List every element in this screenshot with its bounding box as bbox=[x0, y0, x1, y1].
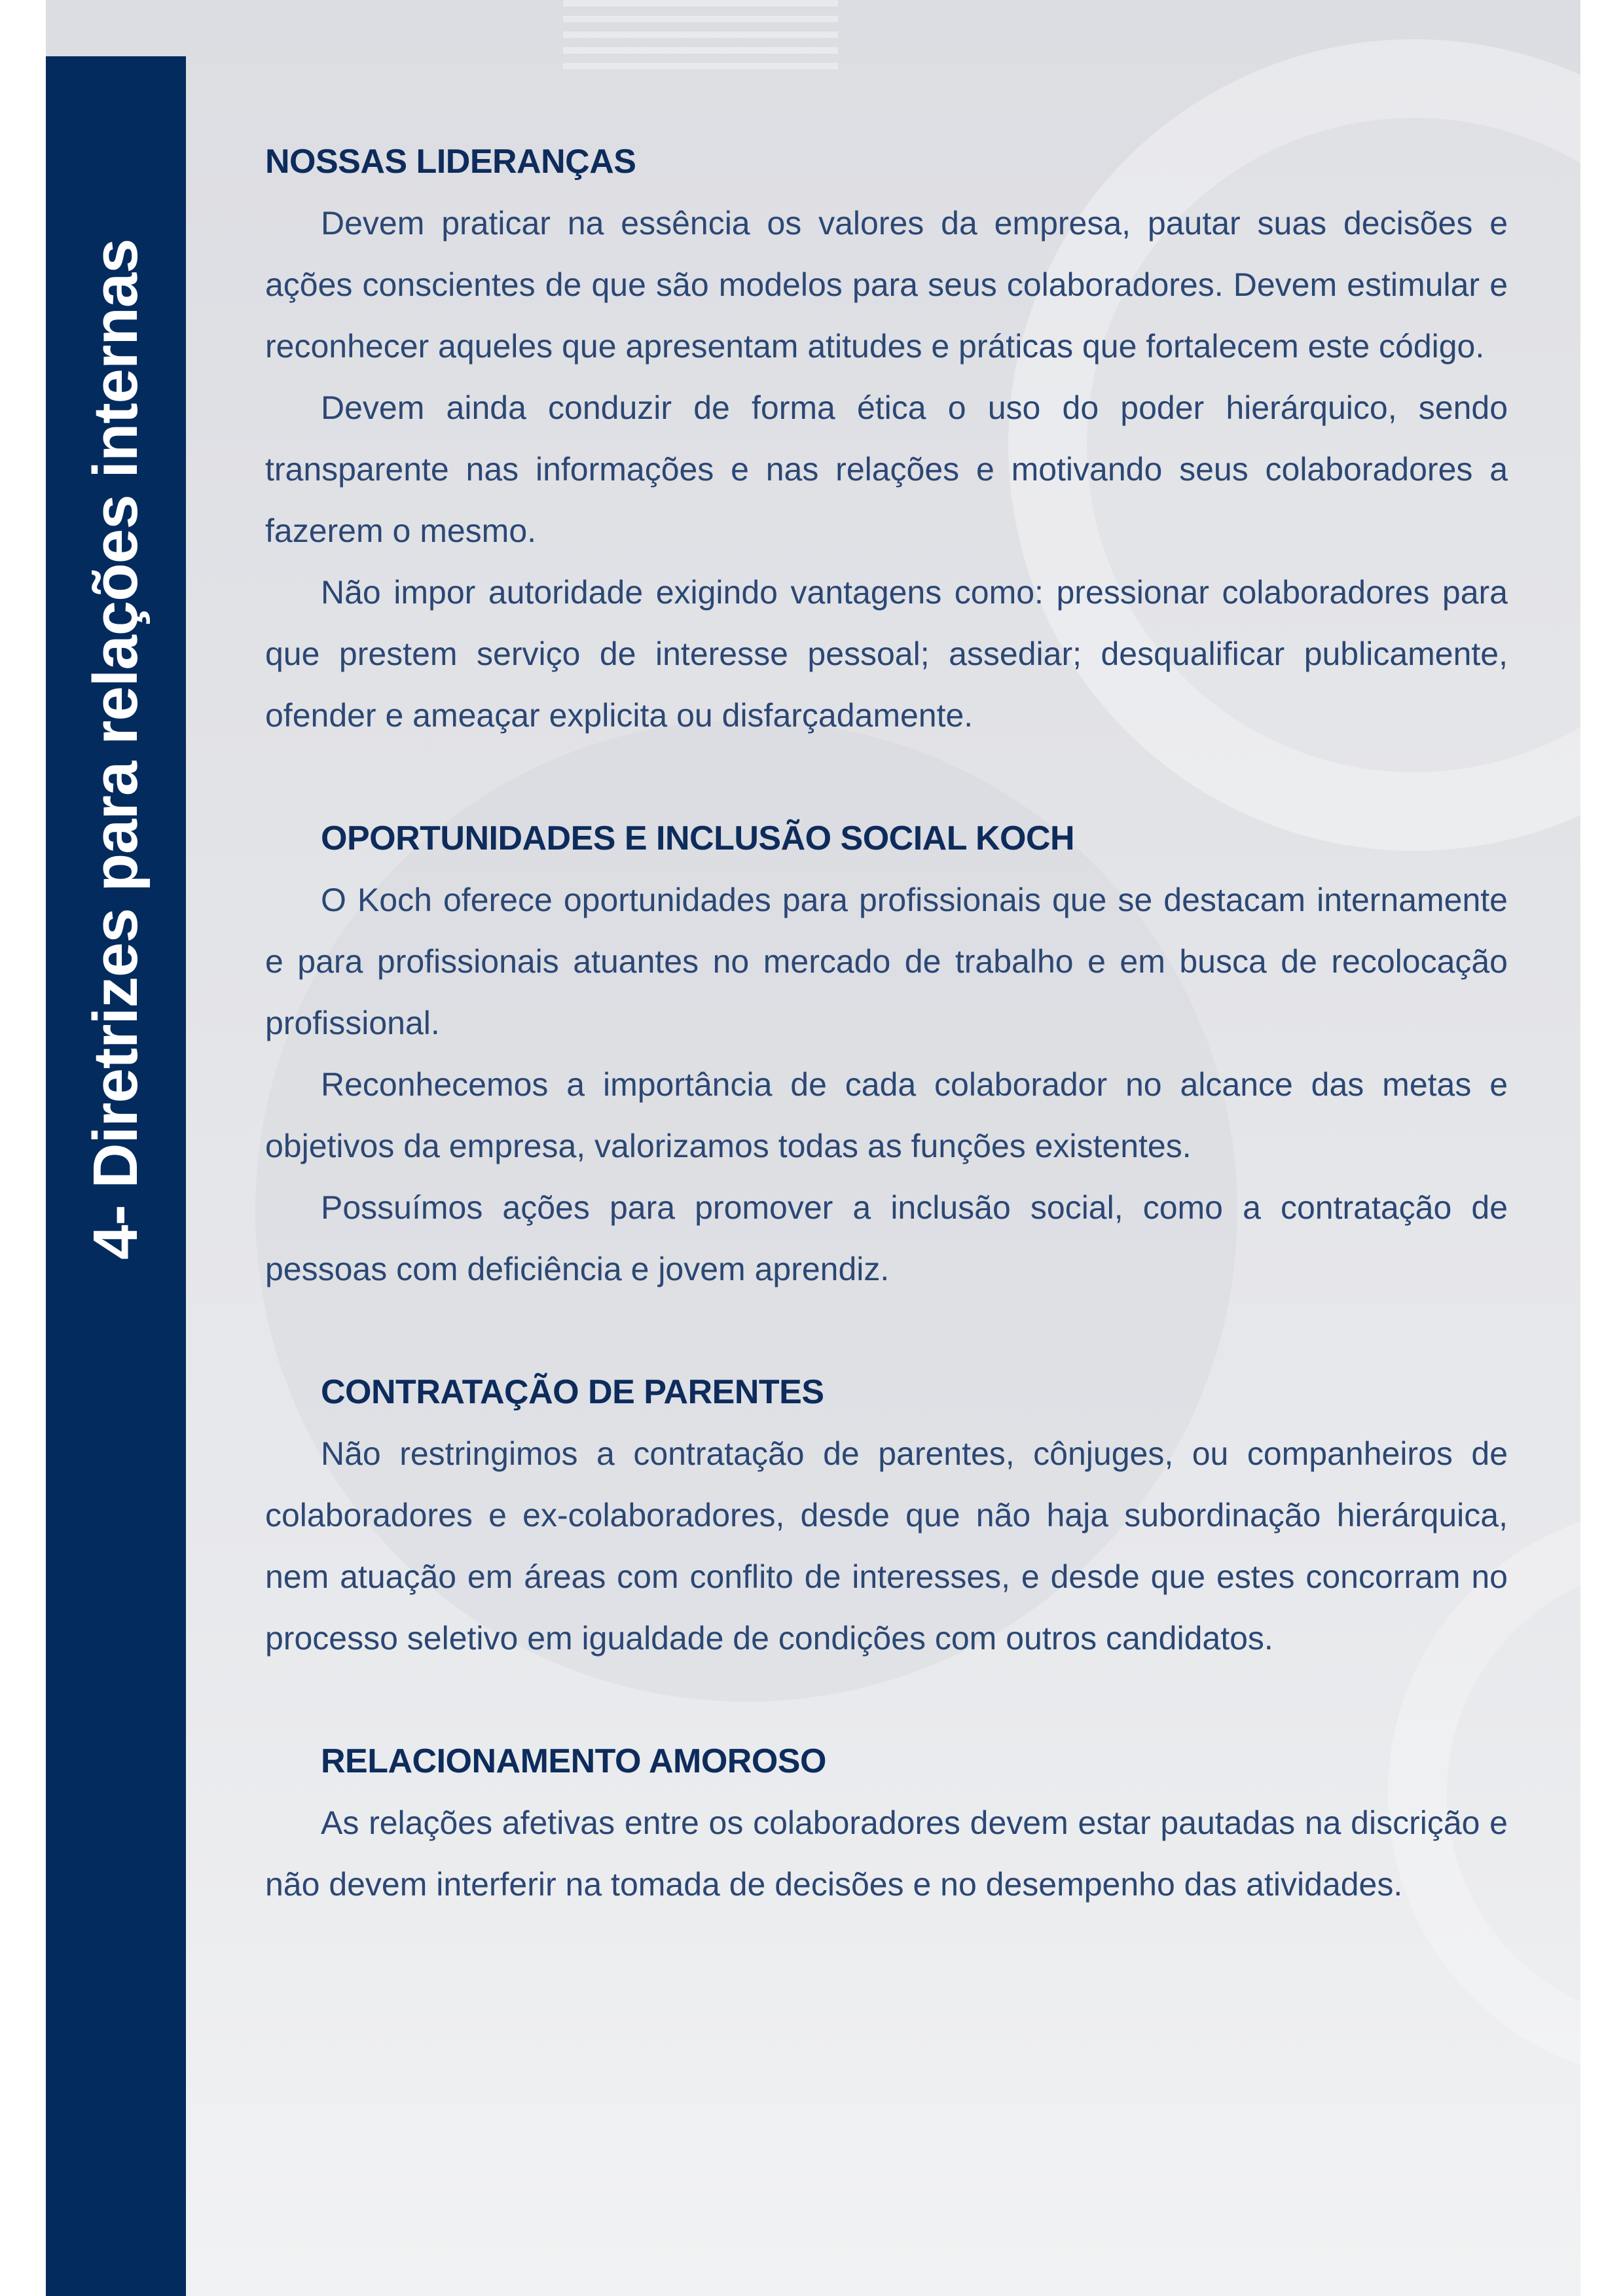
paragraph: Não restringimos a contratação de parentes, cônjuges, ou companheiros de colaboradores e ex-colaboradores, desde que não haja subordinação hierárquica, nem atuação em áreas com conflito de interesses, e desde que estes concorram no processo seletivo em igualdade de condições com outros candidatos. bbox=[265, 1435, 1508, 1657]
section-nossas-liderancas bbox=[265, 131, 1508, 746]
section-heading: OPORTUNIDADES E INCLUSÃO SOCIAL KOCH bbox=[321, 819, 1075, 857]
section-relacionamento-amoroso bbox=[265, 1731, 1508, 1915]
chapter-title: 4- Diretrizes para relações internas bbox=[81, 239, 151, 1260]
paragraph: Não impor autoridade exigindo vantagens como: pressionar colaboradores para que prestem serviço de interesse pessoal; assediar; desqualificar publicamente, ofender e ameaçar explicita ou disfarçadamente. bbox=[265, 574, 1508, 734]
paragraph: As relações afetivas entre os colaboradores devem estar pautadas na discrição e não devem interferir na tomada de decisões e no desempenho das atividades. bbox=[265, 1804, 1508, 1903]
section-heading: NOSSAS LIDERANÇAS bbox=[265, 143, 636, 181]
paragraph: Possuímos ações para promover a inclusão social, como a contratação de pessoas com deficiência e jovem aprendiz. bbox=[265, 1189, 1508, 1287]
paragraph: Reconhecemos a importância de cada colaborador no alcance das metas e objetivos da empresa, valorizamos todas as funções existentes. bbox=[265, 1066, 1508, 1164]
paragraph: Devem praticar na essência os valores da empresa, pautar suas decisões e ações conscientes de que são modelos para seus colaboradores. Devem estimular e reconhecer aqueles que apresentam atitudes e práticas que fortalecem este código. bbox=[265, 205, 1508, 365]
section-heading: CONTRATAÇÃO DE PARENTES bbox=[321, 1373, 824, 1411]
section-oportunidades bbox=[265, 808, 1508, 1300]
main-content bbox=[265, 131, 1508, 1977]
section-contratacao-parentes bbox=[265, 1361, 1508, 1669]
paragraph: O Koch oferece oportunidades para profissionais que se destacam internamente e para profissionais atuantes no mercado de trabalho e em busca de recolocação profissional. bbox=[265, 882, 1508, 1041]
paragraph: Devem ainda conduzir de forma ética o uso do poder hierárquico, sendo transparente nas informações e nas relações e motivando seus colaboradores a fazerem o mesmo. bbox=[265, 389, 1508, 549]
decorative-stripes bbox=[563, 0, 838, 72]
section-heading: RELACIONAMENTO AMOROSO bbox=[321, 1742, 826, 1780]
